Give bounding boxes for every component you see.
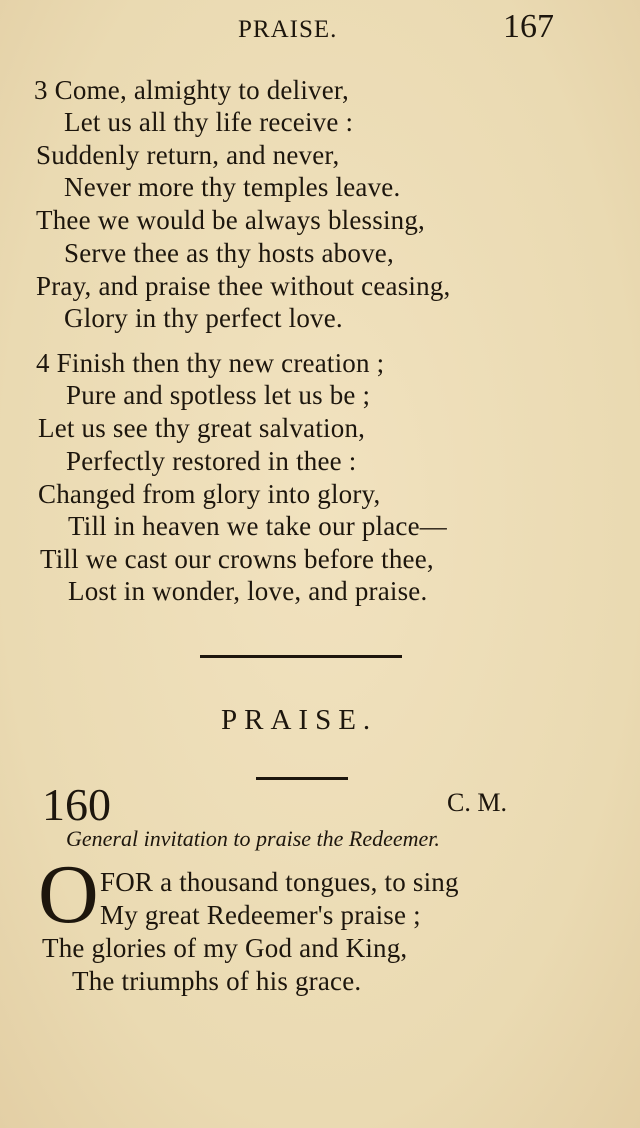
verse-line: Let us all thy life receive :: [64, 107, 354, 137]
verse-line: Serve thee as thy hosts above,: [64, 238, 394, 268]
verse-line: Changed from glory into glory,: [38, 479, 381, 509]
verse-line: FOR a thousand tongues, to sing: [100, 867, 459, 897]
verse-line: 4 Finish then thy new creation ;: [36, 348, 385, 378]
hymn-number: 160: [42, 779, 111, 830]
verse-line: Pray, and praise thee without ceasing,: [36, 271, 451, 301]
verse-line: Perfectly restored in thee :: [66, 446, 357, 476]
title-rule: [256, 777, 348, 780]
verse-line: Let us see thy great salvation,: [38, 413, 366, 443]
verse-line: Till we cast our crowns before thee,: [40, 544, 434, 574]
verse-line: Glory in thy perfect love.: [64, 303, 343, 333]
running-head: PRAISE.: [238, 16, 338, 43]
verse-line: Pure and spotless let us be ;: [66, 380, 371, 410]
hymn-meter: C. M.: [447, 788, 507, 817]
page-number: 167: [503, 8, 554, 45]
verse-line: Till in heaven we take our place—: [68, 511, 447, 541]
verse-line: Never more thy temples leave.: [64, 172, 401, 202]
verse-line: Suddenly return, and never,: [36, 140, 340, 170]
verse-line: My great Redeemer's praise ;: [100, 900, 421, 930]
divider-rule: [200, 655, 402, 658]
section-title: PRAISE.: [221, 704, 378, 736]
drop-cap: O: [38, 848, 99, 941]
verse-line: The triumphs of his grace.: [72, 966, 362, 996]
verse-line: The glories of my God and King,: [42, 933, 408, 963]
hymn-subtitle: General invitation to praise the Redeemer.: [66, 826, 440, 851]
verse-line: Lost in wonder, love, and praise.: [68, 576, 428, 606]
verse-line: 3 Come, almighty to deliver,: [34, 75, 349, 105]
verse-line: Thee we would be always blessing,: [36, 205, 426, 235]
